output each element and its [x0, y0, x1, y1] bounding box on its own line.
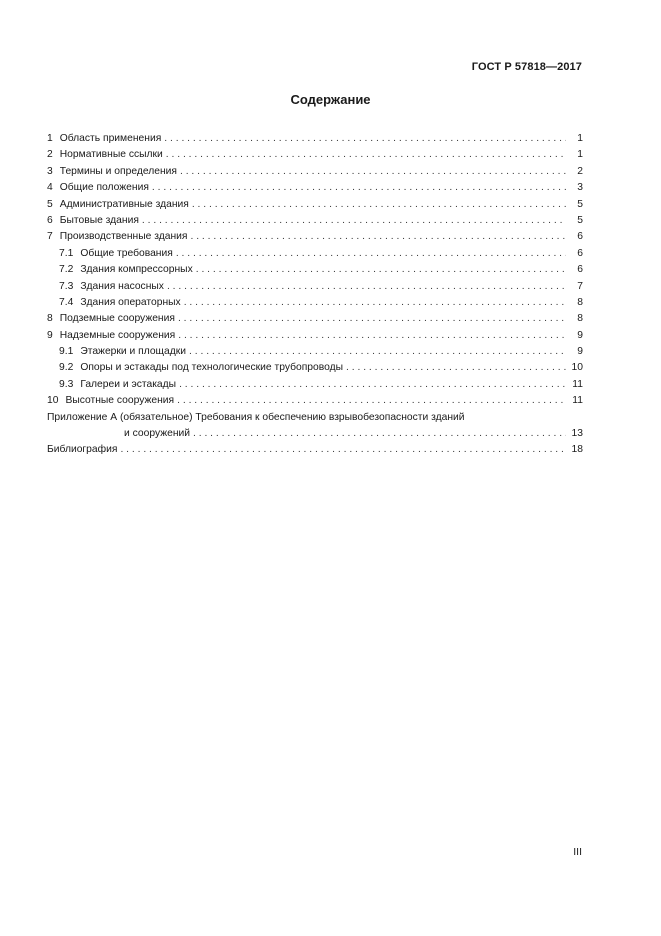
toc-entry-title [47, 131, 161, 147]
toc-entry-number: 3 [47, 165, 53, 177]
toc-page-number: 13 [571, 428, 583, 440]
toc-entry[interactable] [47, 246, 583, 262]
toc-entry[interactable] [47, 295, 583, 311]
toc-entry-title [47, 197, 189, 213]
toc-page-number: 9 [577, 329, 583, 341]
toc-page-number: 5 [577, 214, 583, 226]
document-code: ГОСТ Р 57818—2017 [471, 61, 582, 73]
toc-leader [193, 426, 566, 442]
toc-entry-label: Производственные здания [59, 231, 188, 243]
toc-page-number: 11 [572, 378, 583, 390]
toc-leader [166, 147, 566, 163]
toc-entry-title [47, 147, 163, 163]
toc-entry-label: Бытовые здания [59, 214, 139, 226]
toc-entry-title [47, 164, 177, 180]
table-of-contents [47, 131, 583, 459]
toc-leader [179, 377, 566, 393]
toc-entry[interactable] [47, 262, 583, 278]
toc-leader [164, 131, 566, 147]
toc-page-number: 8 [577, 313, 583, 325]
toc-leader [184, 295, 566, 311]
toc-leader [180, 164, 566, 180]
toc-page-number: 7 [577, 280, 583, 292]
toc-page-number: 1 [577, 149, 583, 161]
toc-leader [196, 262, 566, 278]
toc-page-number: 6 [577, 264, 583, 276]
toc-leader [190, 229, 566, 245]
toc-entry-title [59, 377, 176, 393]
toc-entry-label: Термины и определения [59, 165, 177, 177]
toc-leader [142, 213, 566, 229]
toc-entry-number: 7.4 [59, 296, 74, 308]
toc-entry[interactable] [47, 229, 583, 245]
toc-page-number: 1 [577, 133, 583, 144]
toc-entry[interactable] [47, 328, 583, 344]
toc-entry[interactable] [47, 164, 583, 180]
toc-entry-number: 9.2 [59, 362, 74, 374]
toc-bibliography-label: Библиография [47, 444, 118, 456]
toc-entry-title [59, 344, 186, 360]
toc-entry[interactable] [47, 393, 583, 409]
toc-leader [189, 344, 566, 360]
toc-entry[interactable] [47, 131, 583, 147]
toc-entry-label: Нормативные ссылки [59, 149, 163, 161]
toc-entry-label: Подземные сооружения [59, 313, 175, 325]
toc-entry-title [47, 311, 175, 327]
toc-entry-label: Область применения [59, 133, 162, 144]
toc-page-number: 11 [572, 395, 583, 407]
toc-entry-number: 10 [47, 395, 59, 407]
toc-entry-title [47, 180, 149, 196]
toc-entry-label: Опоры и эстакады под технологические трубопроводы [80, 362, 344, 374]
toc-entry-title [59, 246, 173, 262]
toc-entry-number: 9.3 [59, 378, 74, 390]
toc-entry[interactable] [47, 344, 583, 360]
toc-entry-label: Здания операторных [80, 296, 181, 308]
toc-entry[interactable] [47, 311, 583, 327]
toc-page-number: 6 [577, 231, 583, 243]
toc-entry-label: Этажерки и площадки [80, 346, 187, 358]
page-title: Содержание [290, 92, 371, 107]
toc-appendix-line2[interactable] [47, 426, 583, 442]
toc-page-number: 9 [577, 346, 583, 358]
toc-page-number: 6 [577, 247, 583, 259]
toc-entry-label: Галереи и эстакады [80, 378, 177, 390]
toc-entry-number: 4 [47, 182, 53, 194]
toc-entry[interactable] [47, 279, 583, 295]
toc-entry-number: 5 [47, 198, 53, 210]
toc-entry-label: Высотные сооружения [65, 395, 175, 407]
toc-page-number: 3 [577, 182, 583, 194]
toc-entry-number: 7.3 [59, 280, 74, 292]
toc-page-number: 8 [577, 296, 583, 308]
toc-page-number: 2 [577, 165, 583, 177]
toc-entry-number: 6 [47, 214, 53, 226]
toc-entry-label: Здания компрессорных [80, 264, 193, 276]
toc-entry-title [47, 328, 175, 344]
toc-entry-title [47, 393, 174, 409]
toc-entry-number: 9 [47, 329, 53, 341]
toc-entry-number: 1 [47, 133, 53, 144]
toc-entry-label: Общие требования [80, 247, 173, 259]
toc-leader [120, 442, 566, 458]
toc-entry-title [59, 360, 343, 376]
toc-leader [152, 180, 566, 196]
toc-leader [176, 246, 566, 262]
toc-leader [346, 360, 566, 376]
toc-entry[interactable] [47, 377, 583, 393]
page-number: III [573, 846, 582, 858]
toc-entry-title [59, 295, 181, 311]
toc-page-number: 10 [571, 362, 583, 374]
toc-appendix-label-cont: и сооружений [124, 428, 191, 440]
toc-entry-title [47, 229, 187, 245]
toc-entry-label: Надземные сооружения [59, 329, 176, 341]
toc-leader [178, 311, 566, 327]
toc-bibliography[interactable] [47, 442, 583, 458]
toc-leader [192, 197, 566, 213]
toc-leader [177, 393, 566, 409]
toc-entry-label: Общие положения [59, 182, 149, 194]
toc-appendix-line1[interactable] [47, 410, 583, 426]
toc-leader [178, 328, 566, 344]
toc-entry-number: 2 [47, 149, 53, 161]
toc-page-number: 18 [571, 444, 583, 456]
toc-entry-number: 7.1 [59, 247, 74, 259]
toc-entry[interactable] [47, 197, 583, 213]
toc-entry-title [59, 279, 164, 295]
toc-leader [167, 279, 566, 295]
toc-entry[interactable] [47, 147, 583, 163]
toc-entry-label: Здания насосных [80, 280, 164, 292]
toc-entry[interactable] [47, 360, 583, 376]
toc-entry-number: 8 [47, 313, 53, 325]
toc-entry-title [59, 262, 193, 278]
toc-appendix-label: Приложение А (обязательное) Требования к обеспечению взрывобезопасности зданий [47, 411, 465, 423]
toc-page-number: 5 [577, 198, 583, 210]
toc-entry-title [47, 213, 139, 229]
toc-entry[interactable] [47, 180, 583, 196]
toc-entry[interactable] [47, 213, 583, 229]
toc-entry-label: Административные здания [59, 198, 189, 210]
toc-entry-number: 7 [47, 231, 53, 243]
toc-entry-number: 7.2 [59, 264, 74, 276]
toc-entry-number: 9.1 [59, 346, 74, 358]
